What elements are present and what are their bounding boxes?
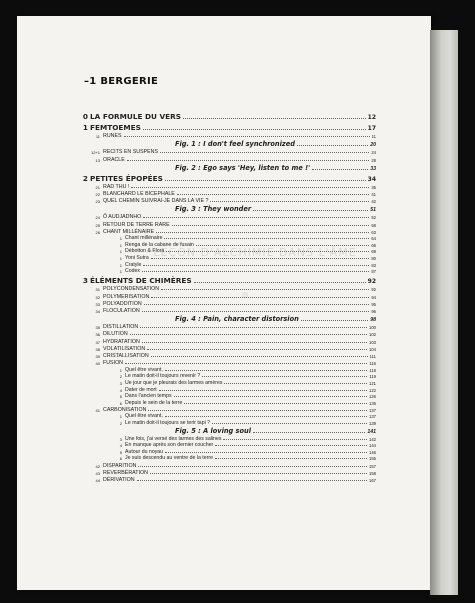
- dot-leader: [172, 225, 370, 226]
- entry-number: 38: [95, 346, 100, 352]
- entry-number: 36: [95, 332, 100, 338]
- entry-number: 33: [95, 301, 100, 307]
- dot-leader: [253, 210, 368, 211]
- entry-title: Quel être vivant,: [125, 366, 163, 373]
- entry-title: HYDRATATION: [103, 338, 140, 345]
- entry-title: FEMTOEMES: [90, 123, 141, 132]
- entry-number: 3: [82, 276, 88, 286]
- entry-title: Autour du noyau: [125, 448, 164, 455]
- dot-leader: [143, 265, 369, 266]
- facing-page-edge: [430, 30, 458, 595]
- entry-number: 1: [119, 262, 122, 268]
- entry-number: 0: [82, 112, 88, 121]
- entry-number: 32: [95, 294, 100, 300]
- page-number: 146: [369, 449, 376, 455]
- dot-leader: [184, 403, 367, 404]
- entry-number: 1: [119, 414, 122, 420]
- page-number: 69: [371, 249, 376, 255]
- entry-number: 1: [119, 249, 122, 255]
- entry-title: En manque après son dernier coucher: [125, 442, 214, 449]
- dot-leader: [138, 466, 367, 467]
- toc-entry: [80, 220, 376, 227]
- dot-leader: [143, 217, 369, 218]
- dot-leader: [210, 201, 369, 202]
- toc-entry: [80, 366, 376, 373]
- page-number: 118: [369, 367, 376, 373]
- page-number: 64: [371, 236, 376, 242]
- toc-entry: [80, 455, 376, 462]
- entry-number: 42: [95, 463, 100, 469]
- dot-leader: [151, 258, 370, 259]
- toc-entry: [80, 469, 376, 476]
- entry-title: VOLATILISATION: [103, 345, 146, 352]
- entry-number: 37: [95, 339, 100, 345]
- toc-entry: [80, 337, 376, 344]
- dot-leader: [125, 363, 367, 364]
- dot-leader: [301, 320, 368, 321]
- dot-leader: [212, 423, 367, 424]
- dot-leader: [196, 245, 369, 246]
- toc-entry: [80, 228, 376, 235]
- entry-number: 40: [95, 361, 100, 367]
- toc-entry: [80, 132, 376, 139]
- page-number: 51: [370, 207, 376, 214]
- dot-leader: [165, 180, 366, 181]
- toc-entry: [80, 435, 376, 442]
- toc-entry: [80, 406, 376, 413]
- entry-title: Ue jour que je pleurais des larmes amères: [125, 379, 223, 386]
- entry-title: CARBONISATION: [103, 406, 147, 413]
- entry-number: 5: [119, 449, 122, 455]
- entry-number: 24: [95, 215, 100, 221]
- entry-title: RECITS EN SUSPENS: [103, 149, 159, 156]
- entry-number: 39: [95, 353, 100, 359]
- toc-entry: [80, 173, 376, 183]
- page-number: 83: [371, 262, 376, 268]
- toc-entry: [80, 448, 376, 455]
- entry-title: DILUTION: [103, 331, 128, 338]
- dot-leader: [127, 160, 370, 161]
- page-number: 17: [367, 125, 376, 132]
- entry-title: Dans l'ancien temps: [125, 393, 172, 400]
- entry-number: 21: [95, 184, 100, 190]
- page-number: 58: [371, 222, 376, 228]
- dot-leader: [140, 327, 367, 328]
- toc-entry: [80, 413, 376, 420]
- entry-title: Débotton & Flora: [125, 248, 165, 255]
- toc-entry: [80, 345, 376, 352]
- entry-number: 6: [119, 456, 122, 462]
- toc-entry: [80, 300, 376, 307]
- entry-title: Chant millénaire: [125, 235, 163, 242]
- entry-number: 5: [119, 394, 122, 400]
- toc-entry: [80, 268, 376, 275]
- page-number: 142: [369, 436, 376, 442]
- entry-title: CRISTALLISATION: [103, 352, 149, 359]
- show-through-emblem: ◍: [241, 290, 249, 299]
- toc-entry: [80, 442, 376, 449]
- entry-number: 13: [95, 157, 100, 163]
- entry-number: 1: [119, 256, 122, 262]
- entry-number: 1: [119, 236, 122, 242]
- dot-leader: [297, 145, 368, 146]
- page-number: 104: [369, 346, 376, 352]
- entry-title: Fig. 4 : Pain, character distorsion: [175, 315, 299, 323]
- page-number: 158: [369, 470, 376, 476]
- dot-leader: [215, 445, 367, 446]
- entry-title: CHANT MILLÉNAIRE: [103, 228, 155, 235]
- entry-number: 34: [95, 309, 100, 314]
- entry-number: 44: [95, 478, 100, 483]
- page-number: 34: [367, 175, 376, 183]
- entry-title: Le matin doit-il toujours revenir ?: [125, 373, 201, 380]
- toc-entry: [80, 248, 376, 255]
- dot-leader: [174, 396, 367, 397]
- page-number: 111: [369, 353, 376, 359]
- toc-entry: [80, 111, 376, 121]
- page-title: –1 BERGERIE: [84, 76, 159, 87]
- entry-number: 6: [119, 400, 122, 406]
- toc-entry: [80, 399, 376, 406]
- dot-leader: [165, 370, 368, 371]
- page-number: 116: [369, 361, 376, 367]
- entry-title: Je suis descendu au ventre de la terre: [125, 455, 213, 462]
- entry-title: Dater de mort: [125, 386, 157, 393]
- dot-leader: [164, 238, 369, 239]
- dot-leader: [224, 383, 367, 384]
- dot-leader: [183, 118, 366, 119]
- entry-title: Codex: [125, 268, 140, 275]
- page-number: 28: [371, 157, 376, 163]
- entry-number: 2: [119, 374, 122, 380]
- toc-entry: [80, 213, 376, 220]
- entry-title: Fig. 5 : A loving soul: [175, 427, 251, 436]
- page-number: 92: [371, 287, 376, 293]
- entry-title: RUNES: [103, 133, 122, 140]
- dot-leader: [253, 432, 365, 433]
- dot-leader: [215, 458, 367, 459]
- entry-title: Quel être vivant,: [125, 413, 163, 420]
- dot-leader: [312, 169, 368, 170]
- page-number: 20: [370, 142, 376, 149]
- dot-leader: [223, 439, 367, 440]
- toc-entry: [80, 379, 376, 386]
- entry-title: PETITES ÉPOPÉES: [90, 173, 163, 183]
- entry-title: FUSION: [103, 360, 124, 367]
- page-number: 33: [370, 165, 376, 172]
- dot-leader: [142, 342, 367, 343]
- page-number: 122: [369, 387, 376, 393]
- toc-entry: [80, 275, 376, 285]
- entry-number: 11: [95, 134, 100, 140]
- entry-title: POLYMERISATION: [103, 293, 150, 300]
- toc-entry: [80, 235, 376, 242]
- dot-leader: [194, 282, 366, 283]
- dot-leader: [142, 311, 370, 312]
- toc-entry: [80, 330, 376, 337]
- toc-entry: [80, 393, 376, 400]
- entry-title: DÉRIVATION: [103, 477, 135, 483]
- entry-number: 43: [95, 470, 100, 476]
- page-number: 63: [371, 229, 376, 235]
- dot-leader: [131, 187, 369, 188]
- entry-number: 41: [95, 407, 100, 413]
- dot-leader: [151, 297, 369, 298]
- dot-leader: [156, 232, 369, 233]
- page-number: 94: [371, 294, 376, 300]
- dot-leader: [130, 334, 367, 335]
- page-number: 137: [369, 414, 376, 420]
- entry-number: 3: [119, 436, 122, 442]
- dot-leader: [165, 452, 367, 453]
- entry-title: ÉLÉMENTS DE CHIMÈRES: [90, 276, 192, 286]
- entry-title: Yoni Sutra: [125, 255, 149, 262]
- entry-title: Fig. 3 : They wonder: [175, 205, 252, 214]
- entry-title: Fig. 1 : I don't feel synchronized: [175, 140, 295, 149]
- figure-entry: [80, 204, 376, 213]
- toc-entry: [80, 352, 376, 359]
- toc-entry: [80, 241, 376, 248]
- toc-entry: [80, 359, 376, 366]
- entry-title: Renga de la cabane de fusain: [125, 241, 194, 248]
- page-number: 144: [369, 443, 376, 449]
- show-through-text: LEÇON D'ALCHIMIE DANS L'ÂME: [153, 246, 357, 259]
- dot-leader: [151, 356, 368, 357]
- page-number: 66: [371, 242, 376, 248]
- entry-number: 31: [95, 287, 100, 293]
- page-number: 95: [371, 301, 376, 307]
- entry-title: BLANCHARD LE BICEPHALE: [103, 190, 175, 197]
- dot-leader: [144, 304, 370, 305]
- dot-leader: [177, 194, 370, 195]
- toc-entry: [80, 183, 376, 190]
- page-number: 12: [367, 114, 376, 121]
- page-number: 24: [371, 150, 376, 156]
- page-number: 41: [371, 191, 376, 197]
- entry-number: 1: [119, 242, 122, 248]
- page-number: 11: [371, 134, 376, 140]
- entry-title: LA FORMULE DU VERS: [90, 112, 182, 121]
- entry-title: Fig. 2 : Ego says 'Hey, listen to me !': [175, 163, 311, 172]
- entry-number: 2: [119, 421, 122, 427]
- page-number: 87: [371, 269, 376, 275]
- page-number: 137: [369, 407, 376, 413]
- page-number: 167: [369, 478, 376, 483]
- dot-leader: [147, 349, 367, 350]
- toc-entry: [80, 190, 376, 197]
- entry-title: DISTILLATION: [103, 324, 139, 331]
- dot-leader: [124, 136, 370, 137]
- page-number: 42: [371, 199, 376, 205]
- page-number: 96: [371, 309, 376, 314]
- entry-number: 23: [95, 199, 100, 205]
- page-number: 135: [369, 400, 376, 406]
- entry-title: POLYADDITION: [103, 300, 142, 307]
- dot-leader: [150, 473, 367, 474]
- figure-entry: [80, 163, 376, 172]
- page-number: 98: [370, 317, 376, 323]
- dot-leader: [202, 376, 367, 377]
- dot-leader: [143, 129, 366, 130]
- toc-entry: [80, 122, 376, 132]
- entry-title: Depuis le sein de la terre: [125, 399, 183, 406]
- toc-entry: [80, 261, 376, 268]
- entry-title: RAD THU !: [103, 183, 130, 190]
- toc-entry: [80, 285, 376, 292]
- entry-number: 1: [82, 123, 88, 132]
- entry-title: ORACLE: [103, 156, 125, 163]
- page-number: 139: [369, 421, 376, 427]
- toc-entry: [80, 148, 376, 155]
- entry-number: 2: [82, 173, 88, 183]
- page-number: 100: [369, 325, 376, 331]
- toc-entry: [80, 373, 376, 380]
- page-number: 92: [367, 278, 376, 286]
- dot-leader: [148, 410, 367, 411]
- page-number: 103: [369, 339, 376, 345]
- page-number: 80: [371, 256, 376, 262]
- page-number: 119: [369, 374, 376, 380]
- entry-number: 35: [95, 325, 100, 331]
- figure-entry: [80, 314, 376, 323]
- dot-leader: [166, 251, 369, 252]
- page-number: 141: [367, 429, 376, 436]
- dot-leader: [142, 271, 369, 272]
- entry-title: Une fois, j'ai versé des larmes des salines: [125, 435, 222, 442]
- toc-entry: [80, 476, 376, 483]
- table-of-contents: [80, 110, 376, 483]
- page-number: 35: [371, 184, 376, 190]
- entry-title: REVERBÉRATION: [103, 469, 148, 476]
- entry-number: 26: [95, 229, 100, 235]
- entry-title: Ô AUDJADNHO: [103, 214, 142, 221]
- toc-entry: [80, 386, 376, 393]
- page-number: 157: [369, 463, 376, 469]
- entry-number: 4: [119, 387, 122, 393]
- entry-title: FLOCULATION: [103, 308, 140, 314]
- page-number: 126: [369, 394, 376, 400]
- entry-title: RETOUR DE TERRE RARE: [103, 221, 170, 228]
- dot-leader: [161, 289, 369, 290]
- entry-number: 25: [95, 222, 100, 228]
- entry-title: POLYCONDENSATION: [103, 286, 160, 293]
- dot-leader: [165, 416, 367, 417]
- page-number: 121: [369, 380, 376, 386]
- entry-number: 12+1: [90, 150, 100, 156]
- dot-leader: [159, 390, 367, 391]
- toc-entry: [80, 292, 376, 299]
- entry-title: Le matin doit-il toujours se terir tapi ?: [125, 420, 211, 427]
- toc-entry: [80, 461, 376, 468]
- figure-entry: [80, 139, 376, 148]
- toc-entry: [80, 197, 376, 204]
- entry-title: DISPARITION: [103, 462, 137, 469]
- dot-leader: [160, 152, 369, 153]
- toc-entry: [80, 323, 376, 330]
- entry-number: 22: [95, 191, 100, 197]
- entry-number: 1: [119, 269, 122, 275]
- toc-entry: [80, 419, 376, 426]
- toc-entry: [80, 155, 376, 162]
- dot-leader: [137, 480, 367, 481]
- entry-number: 3: [119, 380, 122, 386]
- entry-title: QUEL CHEMIN SUIVRAI-JE DANS LA VIE ?: [103, 198, 209, 205]
- page-number: 102: [369, 332, 376, 338]
- entry-number: 4: [119, 443, 122, 449]
- toc-entry: [80, 307, 376, 314]
- page-number: 155: [369, 456, 376, 462]
- entry-number: 1: [119, 367, 122, 373]
- toc-entry: [80, 254, 376, 261]
- page-number: 52: [371, 215, 376, 221]
- entry-title: Cratyle: [125, 261, 142, 268]
- figure-entry: [80, 426, 376, 435]
